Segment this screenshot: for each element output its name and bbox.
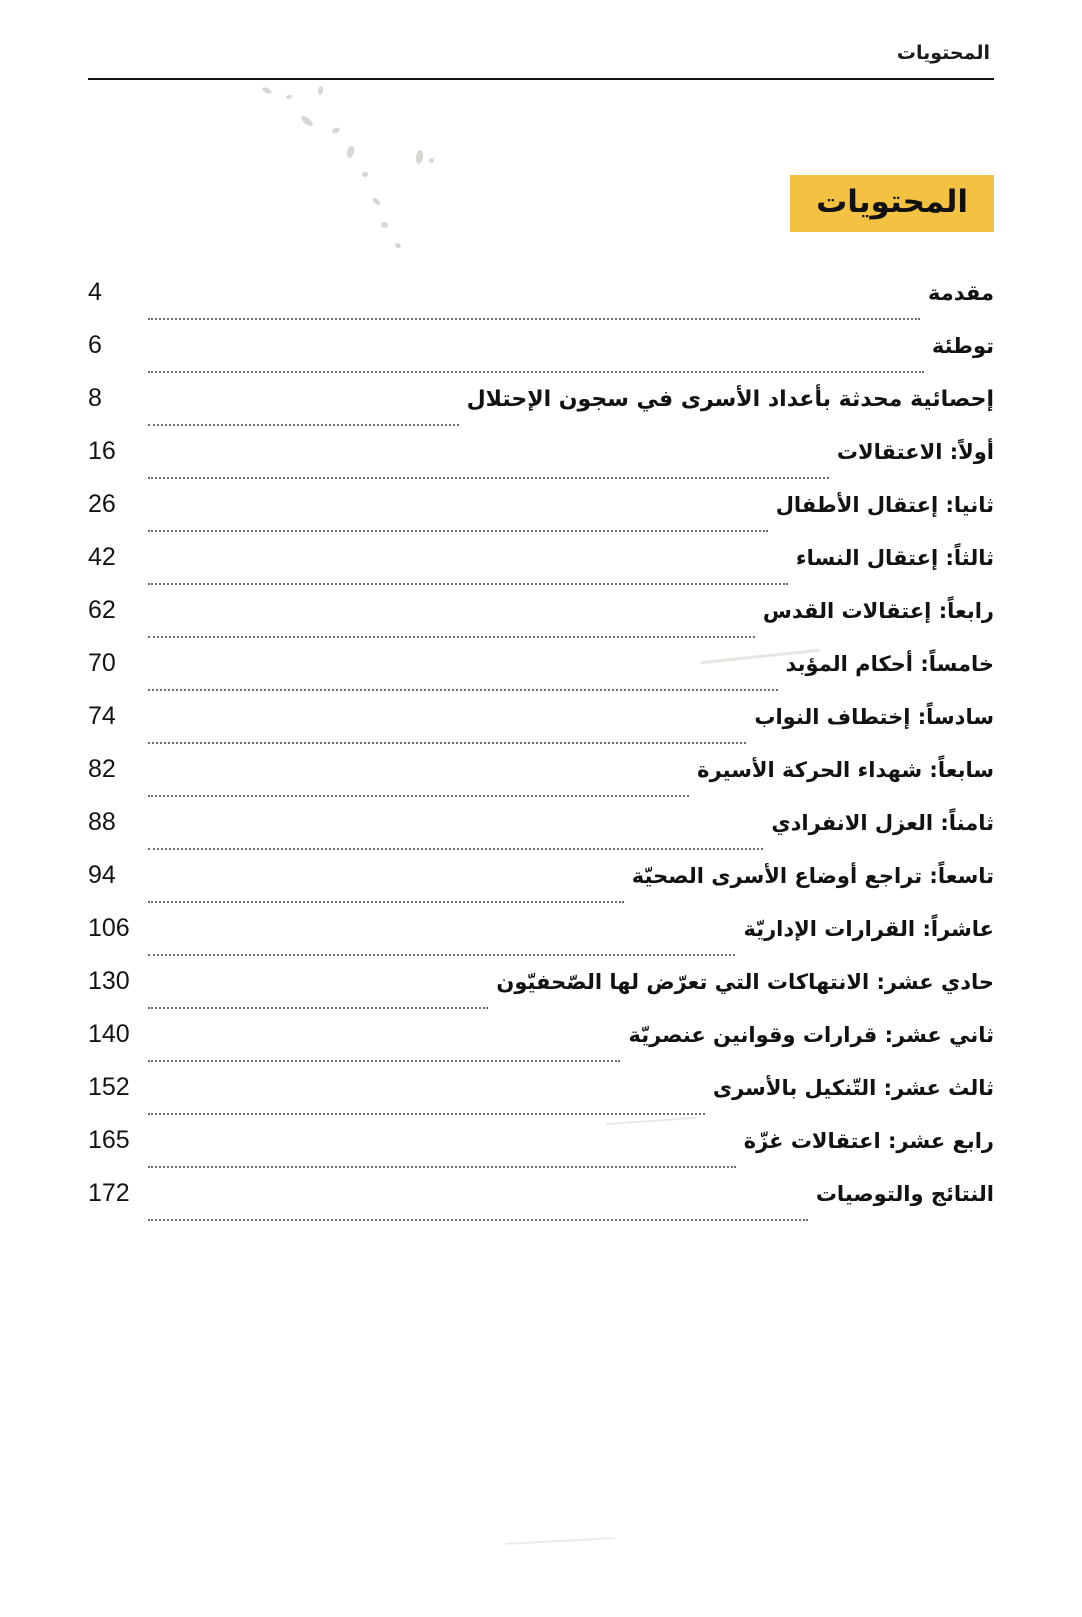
toc-entry-page: 94 [88,861,116,889]
toc-entry-title: رابع عشر: اعتقالات غزّة [743,1129,994,1153]
toc-entry-title: توطئة [931,334,994,358]
toc-leader-dots [148,688,778,691]
toc-leader-dots [148,476,829,479]
toc-leader-dots [148,370,924,373]
toc-entry-page: 26 [88,490,116,518]
toc-entry-page: 16 [88,437,116,465]
toc-entry-title: ثانيا: إعتقال الأطفال [775,493,994,517]
toc-entry[interactable] [88,331,994,384]
toc-entry-title: رابعاً: إعتقالات القدس [762,599,994,623]
toc-leader-dots [148,423,459,426]
toc-entry[interactable] [88,1179,994,1232]
toc-leader-dots [148,1006,488,1009]
toc-entry-page: 165 [88,1126,130,1154]
toc-entry[interactable] [88,490,994,543]
toc-leader-dots [148,1112,705,1115]
toc-entry[interactable] [88,702,994,755]
scan-artifact [345,145,355,159]
toc-entry-page: 140 [88,1020,130,1048]
toc-entry[interactable] [88,596,994,649]
toc-entry-title: ثامناً: العزل الانفرادي [771,811,994,835]
toc-leader-dots [148,847,763,850]
scan-artifact [429,158,434,163]
toc-entry[interactable] [88,967,994,1020]
toc-entry[interactable] [88,278,994,331]
toc-entry-title: ثاني عشر: قرارات وقوانين عنصريّة [628,1023,994,1047]
toc-entry-page: 130 [88,967,130,995]
table-of-contents [88,278,994,1232]
toc-entry[interactable] [88,384,994,437]
toc-entry-page: 70 [88,649,116,677]
scan-artifact [362,172,368,177]
running-header-text: المحتويات [896,42,990,64]
toc-leader-dots [148,1218,808,1221]
toc-entry-page: 62 [88,596,116,624]
toc-entry[interactable] [88,1020,994,1073]
toc-entry-title: تاسعاً: تراجع أوضاع الأسرى الصحيّة [631,864,994,888]
toc-entry-page: 74 [88,702,116,730]
toc-leader-dots [148,582,788,585]
toc-entry-page: 82 [88,755,116,783]
scan-artifact [286,94,293,99]
scan-artifact [381,221,389,228]
toc-entry-title: سادساً: إختطاف النواب [754,705,994,729]
toc-entry-page: 152 [88,1073,130,1101]
toc-entry-page: 6 [88,331,102,359]
toc-entry[interactable] [88,437,994,490]
toc-leader-dots [148,900,624,903]
toc-entry-title: ثالثاً: إعتقال النساء [795,546,994,570]
toc-entry-page: 4 [88,278,102,306]
toc-entry-title: سابعاً: شهداء الحركة الأسيرة [697,758,994,782]
toc-leader-dots [148,317,920,320]
toc-entry-title: خامساً: أحكام المؤبد [785,652,994,676]
scan-artifact [505,1537,615,1545]
toc-entry-title: النتائج والتوصيات [815,1182,994,1206]
scan-artifact [371,197,381,207]
toc-entry-page: 8 [88,384,102,412]
toc-entry[interactable] [88,543,994,596]
toc-entry-title: مقدمة [928,281,994,305]
toc-entry-title: ثالث عشر: التّنكيل بالأسرى [712,1076,994,1100]
scan-artifact [261,86,272,95]
toc-entry[interactable] [88,914,994,967]
toc-entry-title: أولاً: الاعتقالات [836,440,994,464]
toc-leader-dots [148,953,735,956]
toc-entry[interactable] [88,1126,994,1179]
running-header [88,44,994,80]
scan-artifact [394,242,401,249]
page-title-text: المحتويات [816,184,968,220]
toc-entry[interactable] [88,861,994,914]
scan-artifact [331,126,340,134]
scan-artifact [300,114,315,127]
toc-leader-dots [148,794,689,797]
toc-entry-title: حادي عشر: الانتهاكات التي تعرّض لها الصّحفيّون [496,970,994,994]
toc-leader-dots [148,1165,736,1168]
toc-leader-dots [148,1059,620,1062]
toc-leader-dots [148,741,746,744]
toc-entry-title: عاشراً: القرارات الإداريّة [743,917,994,941]
toc-entry[interactable] [88,808,994,861]
toc-leader-dots [148,635,755,638]
toc-entry[interactable] [88,649,994,702]
toc-entry-title: إحصائية محدثة بأعداد الأسرى في سجون الإحتلال [466,387,994,412]
toc-entry-page: 172 [88,1179,130,1207]
scan-artifact [415,150,424,165]
toc-entry-page: 88 [88,808,116,836]
toc-entry-page: 42 [88,543,116,571]
toc-entry[interactable] [88,1073,994,1126]
toc-entry[interactable] [88,755,994,808]
scan-artifact [317,86,323,96]
toc-entry-page: 106 [88,914,130,942]
toc-leader-dots [148,529,768,532]
page-title [790,175,994,232]
